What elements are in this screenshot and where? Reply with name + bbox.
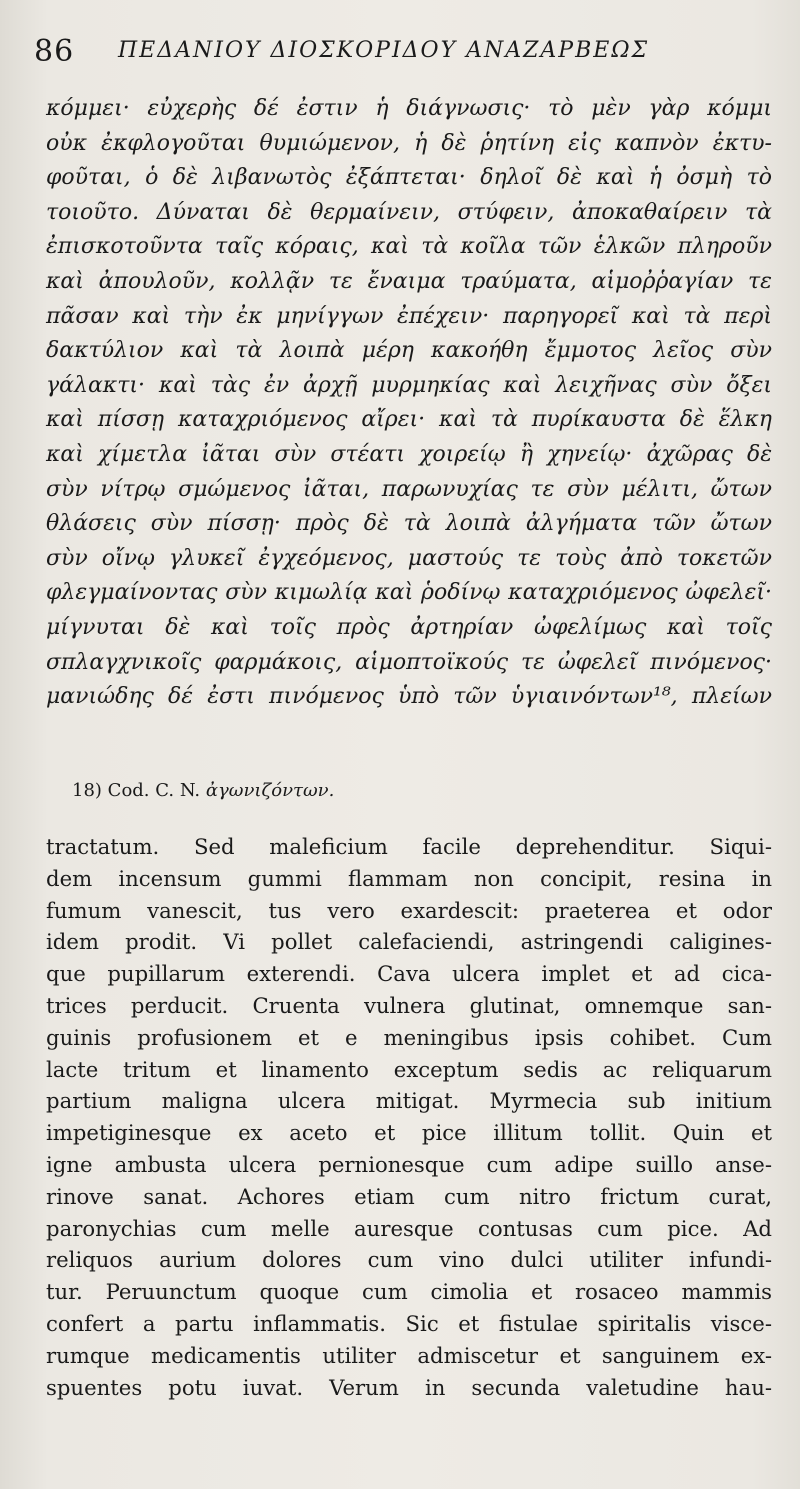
page-number: 86	[34, 34, 75, 69]
greek-line: τοιοῦτο. Δύναται δὲ θερμαίνειν, στύφειν, ἀποκαθαίρειν τὰ	[46, 199, 772, 225]
greek-line: κόμμει· εὐχερὴς δέ ἐστιν ἡ διάγνωσις· τὸ μὲν γὰρ κόμμι	[46, 96, 772, 121]
running-title: ΠΕΔΑΝΙΟΥ ΔΙΟΣΚΟΡΙΔΟΥ ΑΝΑΖΑΡΒΕΩΣ	[118, 38, 650, 63]
latin-line: tractatum. Sed maleficium facile deprehenditur. Siqui-	[46, 834, 772, 859]
greek-line: σὺν οἴνῳ γλυκεῖ ἐγχεόμενος, μαστούς τε τοὺς ἀπὸ τοκετῶν	[46, 545, 772, 571]
greek-line: καὶ ἀπουλοῦν, κολλᾷν τε ἔναιμα τραύματα, αἱμοῤῥαγίαν τε	[46, 268, 772, 294]
greek-line: μίγνυται δὲ καὶ τοῖς πρὸς ἀρτηρίαν ὠφελίμως καὶ τοῖς	[46, 614, 772, 640]
greek-line: γάλακτι· καὶ τὰς ἐν ἀρχῇ μυρμηκίας καὶ λειχῆνας σὺν ὄξει	[46, 372, 772, 398]
latin-line: que pupillarum exterendi. Cava ulcera implet et ad cica-	[46, 961, 772, 987]
latin-line: paronychias cum melle auresque contusas cum pice. Ad	[46, 1215, 772, 1241]
greek-line: ἐπισκοτοῦντα ταῖς κόραις, καὶ τὰ κοῖλα τῶν ἑλκῶν πληροῦν	[46, 234, 772, 260]
latin-line: reliquos aurium dolores cum vino dulci utiliter infundi-	[46, 1247, 772, 1273]
latin-line: spuentes potu iuvat. Verum in secunda valetudine hau-	[46, 1374, 772, 1400]
latin-line: rumque medicamentis utiliter admiscetur et sanguinem ex-	[46, 1342, 772, 1368]
latin-line: impetiginesque ex aceto et pice illitum tollit. Quin et	[46, 1120, 772, 1146]
greek-line: οὐκ ἐκφλογοῦται θυμιώμενον, ἡ δὲ ῥητίνη εἰς καπνὸν ἐκτυ-	[46, 130, 772, 156]
footnote-greek: ἀγωνιζόντων.	[205, 780, 335, 801]
latin-line: guinis profusionem et e meningibus ipsis cohibet. Cum	[46, 1024, 772, 1050]
greek-line: φοῦται, ὁ δὲ λιβανωτὸς ἐξάπτεται· δηλοῖ δὲ καὶ ἡ ὀσμὴ τὸ	[46, 165, 772, 191]
latin-line: idem prodit. Vi pollet calefaciendi, astringendi caligines-	[46, 929, 772, 955]
latin-line: dem incensum gummi flammam non concipit, resina in	[46, 865, 772, 891]
page-header	[30, 34, 770, 76]
footnote	[72, 778, 672, 804]
greek-line: σπλαγχνικοῖς φαρμάκοις, αἱμοπτοϊκούς τε ὠφελεῖ πινόμενος·	[46, 649, 772, 675]
greek-line: μανιώδης δέ ἐστι πινόμενος ὑπὸ τῶν ὑγιαινόντων¹⁸, πλείων	[46, 684, 772, 710]
latin-line: rinove sanat. Achores etiam cum nitro frictum curat,	[46, 1183, 772, 1209]
footnote-marker: 18)	[72, 780, 102, 801]
greek-line: καὶ χίμετλα ἰᾶται σὺν στέατι χοιρείῳ ἢ χηνείῳ· ἀχῶρας δὲ	[46, 441, 772, 467]
greek-text-block	[46, 92, 772, 715]
latin-line: trices perducit. Cruenta vulnera glutinat, omnemque san-	[46, 992, 772, 1018]
greek-line: σὺν νίτρῳ σμώμενος ἰᾶται, παρωνυχίας τε σὺν μέλιτι, ὤτων	[46, 476, 772, 502]
latin-text-block	[46, 831, 772, 1403]
latin-line: igne ambusta ulcera pernionesque cum adipe suillo anse-	[46, 1151, 772, 1177]
greek-line: καὶ πίσσῃ καταχριόμενος αἴρει· καὶ τὰ πυρίκαυστα δὲ ἕλκη	[46, 407, 772, 433]
greek-line: δακτύλιον καὶ τὰ λοιπὰ μέρη κακοήθη ἔμμοτος λεῖος σὺν	[46, 338, 772, 364]
latin-line: tur. Peruunctum quoque cum cimolia et rosaceo mammis	[46, 1279, 772, 1305]
latin-line: lacte tritum et linamento exceptum sedis ac reliquarum	[46, 1056, 772, 1082]
latin-line: confert a partu inflammatis. Sic et fistulae spiritalis visce-	[46, 1310, 772, 1336]
greek-line: φλεγμαίνοντας σὺν κιμωλίᾳ καὶ ῥοδίνῳ καταχριόμενος ὠφελεῖ·	[46, 580, 772, 606]
latin-line: fumum vanescit, tus vero exardescit: praeterea et odor	[46, 897, 772, 923]
greek-line: πᾶσαν καὶ τὴν ἐκ μηνίγγων ἐπέχειν· παρηγορεῖ καὶ τὰ περὶ	[46, 303, 772, 329]
greek-line: θλάσεις σὺν πίσσῃ· πρὸς δὲ τὰ λοιπὰ ἀλγήματα τῶν ὤτων	[46, 511, 772, 537]
footnote-text: Cod. C. N.	[107, 780, 201, 801]
latin-line: partium maligna ulcera mitigat. Myrmecia sub initium	[46, 1088, 772, 1114]
